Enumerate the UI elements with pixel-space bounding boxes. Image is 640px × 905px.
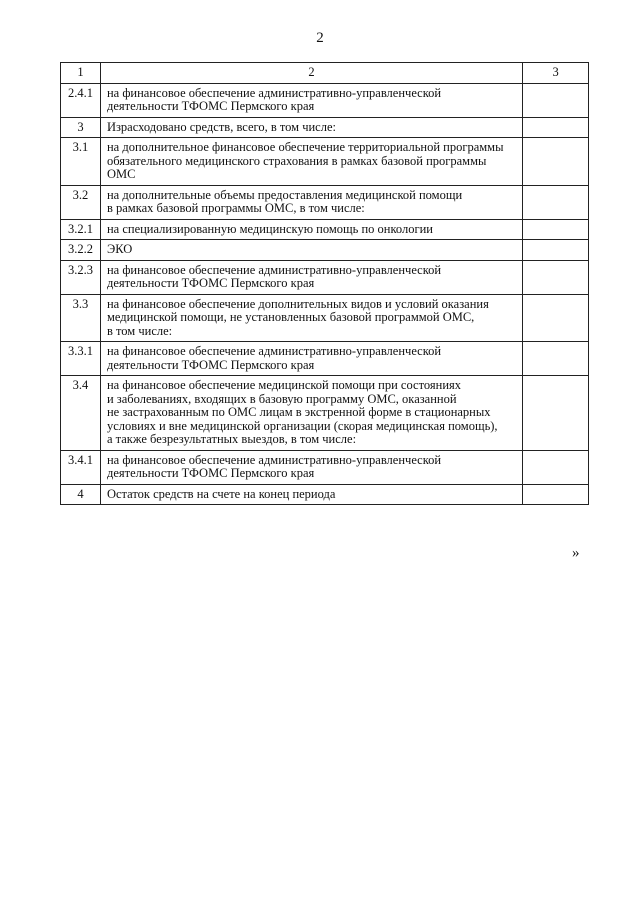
row-value-cell	[523, 342, 589, 376]
row-number-cell: 3	[61, 117, 101, 138]
row-value-cell	[523, 240, 589, 261]
table-header-row	[61, 63, 589, 84]
table-row	[61, 484, 589, 505]
table-row	[61, 185, 589, 219]
row-number-cell: 3.3	[61, 294, 101, 342]
table-row	[61, 342, 589, 376]
row-value-cell	[523, 450, 589, 484]
table-row	[61, 240, 589, 261]
row-description-cell: на дополнительные объемы предоставления медицинской помощи в рамках базовой программы ОМС, в том числе:	[100, 185, 522, 219]
row-number-cell: 3.2	[61, 185, 101, 219]
table-row	[61, 83, 589, 117]
row-number-cell: 2.4.1	[61, 83, 101, 117]
row-number-cell: 4	[61, 484, 101, 505]
row-number-cell: 3.3.1	[61, 342, 101, 376]
row-description-cell: на финансовое обеспечение административно-управленческой деятельности ТФОМС Пермского края	[100, 83, 522, 117]
row-value-cell	[523, 484, 589, 505]
row-description-cell: на финансовое обеспечение дополнительных видов и условий оказания медицинской помощи, не установленных базовой программой ОМС, в том числе:	[100, 294, 522, 342]
row-value-cell	[523, 294, 589, 342]
table-row	[61, 260, 589, 294]
row-value-cell	[523, 376, 589, 451]
row-value-cell	[523, 138, 589, 186]
table-body	[61, 63, 589, 505]
header-cell-col3: 3	[523, 63, 589, 84]
row-description-cell: на специализированную медицинскую помощь по онкологии	[100, 219, 522, 240]
report-table	[60, 62, 589, 505]
table-row	[61, 117, 589, 138]
row-description-cell: на финансовое обеспечение административно-управленческой деятельности ТФОМС Пермского края	[100, 342, 522, 376]
table-row	[61, 376, 589, 451]
table-row	[61, 219, 589, 240]
row-number-cell: 3.2.1	[61, 219, 101, 240]
table-row	[61, 294, 589, 342]
table-row	[61, 450, 589, 484]
row-value-cell	[523, 185, 589, 219]
row-value-cell	[523, 117, 589, 138]
row-description-cell: на финансовое обеспечение административно-управленческой деятельности ТФОМС Пермского края	[100, 450, 522, 484]
header-cell-col2: 2	[100, 63, 522, 84]
row-description-cell: Остаток средств на счете на конец периода	[100, 484, 522, 505]
row-description-cell: на финансовое обеспечение административно-управленческой деятельности ТФОМС Пермского края	[100, 260, 522, 294]
row-description-cell: ЭКО	[100, 240, 522, 261]
row-number-cell: 3.1	[61, 138, 101, 186]
row-description-cell: на финансовое обеспечение медицинской помощи при состояниях и заболеваниях, входящих в базовую программу ОМС, оказанной не застрахованным по ОМС лицам в экстренной форме в стационарных условиях и вне медицинской организации (скорая медицинская помощь), а также безрезультатных выездов, в том числе:	[100, 376, 522, 451]
header-cell-col1: 1	[61, 63, 101, 84]
row-number-cell: 3.2.2	[61, 240, 101, 261]
table-row	[61, 138, 589, 186]
row-description-cell: Израсходовано средств, всего, в том числе:	[100, 117, 522, 138]
row-number-cell: 3.4.1	[61, 450, 101, 484]
row-number-cell: 3.2.3	[61, 260, 101, 294]
row-value-cell	[523, 260, 589, 294]
row-description-cell: на дополнительное финансовое обеспечение территориальной программы обязательного медицинского страхования в рамках базовой программы ОМС	[100, 138, 522, 186]
page-number: 2	[316, 30, 324, 46]
row-number-cell: 3.4	[61, 376, 101, 451]
closing-quote-mark: »	[572, 545, 580, 561]
row-value-cell	[523, 219, 589, 240]
row-value-cell	[523, 83, 589, 117]
